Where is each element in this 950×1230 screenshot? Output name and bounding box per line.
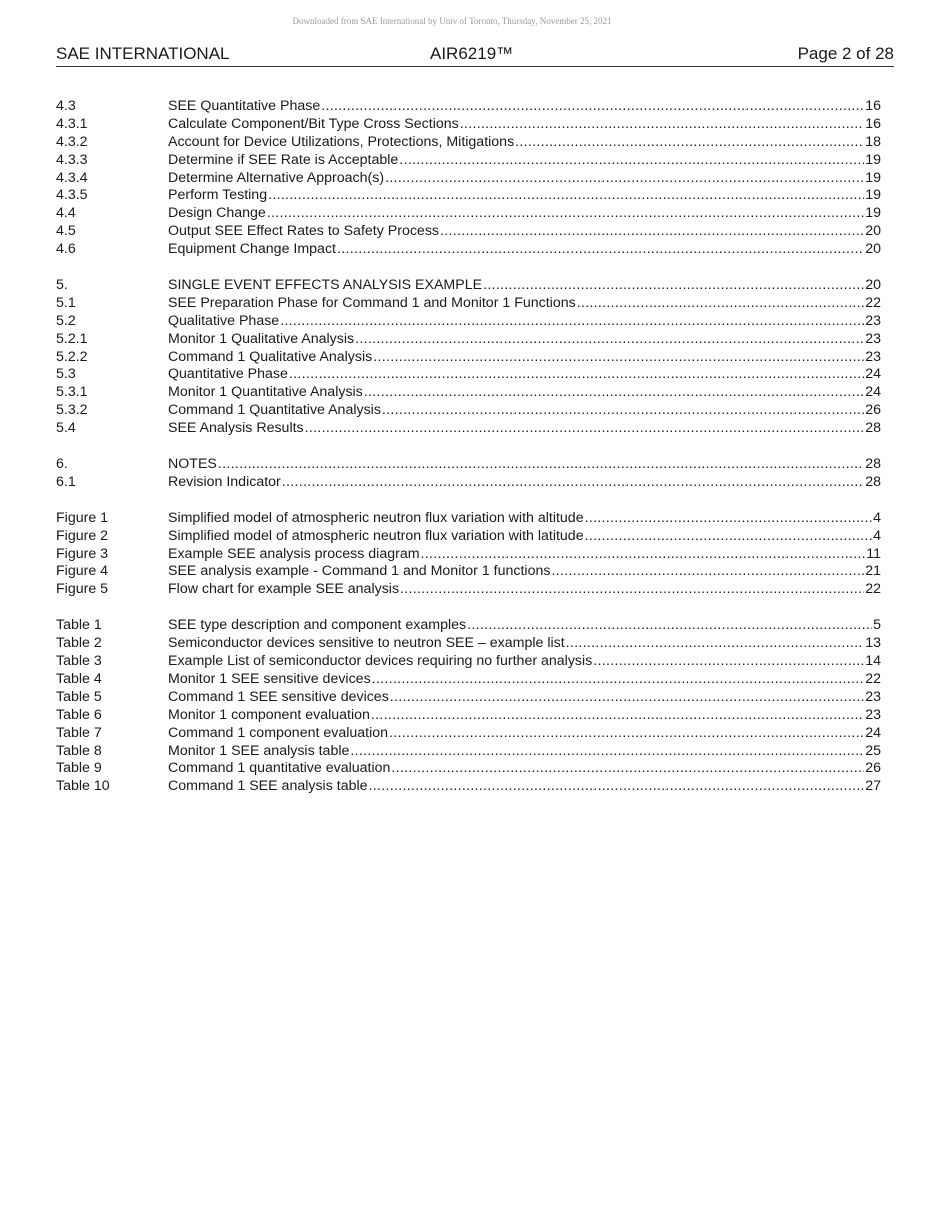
toc-entry-number: Table 1 [56, 617, 102, 634]
toc-entry[interactable] [56, 743, 881, 761]
toc-entry-title: NOTES [168, 456, 217, 473]
toc-entry-number: 5.3.1 [56, 384, 88, 401]
toc-group [56, 98, 881, 259]
toc-entry[interactable] [56, 295, 881, 313]
toc-entry-page: 14 [865, 653, 881, 670]
toc-leader-dots [585, 528, 873, 546]
toc-entry-page: 27 [865, 778, 881, 795]
toc-entry-page: 20 [865, 277, 881, 294]
toc-entry-title: Command 1 SEE sensitive devices [168, 688, 389, 705]
toc-entry-number: 5.4 [56, 420, 76, 437]
toc-entry-number: Figure 4 [56, 563, 109, 580]
toc-entry-number: Table 10 [56, 778, 110, 795]
header-page-number: Page 2 of 28 [797, 44, 894, 63]
toc-leader-dots [440, 223, 864, 241]
download-watermark: Downloaded from SAE International by Univ of Toronto, Thursday, November 25, 2021 [292, 16, 612, 26]
toc-entry-title: Command 1 Qualitative Analysis [168, 348, 373, 365]
toc-entry-title: Monitor 1 SEE sensitive devices [168, 670, 371, 687]
header-org: SAE INTERNATIONAL [56, 44, 230, 63]
toc-entry-page: 19 [865, 151, 881, 168]
toc-entry[interactable] [56, 116, 881, 134]
toc-entry[interactable] [56, 420, 881, 438]
toc-leader-dots [593, 653, 864, 671]
toc-entry-number: 5.2.1 [56, 330, 88, 347]
toc-entry-page: 23 [865, 312, 881, 329]
toc-leader-dots [364, 384, 864, 402]
toc-entry[interactable] [56, 510, 881, 528]
toc-entry[interactable] [56, 707, 881, 725]
toc-entry-page: 24 [865, 384, 881, 401]
toc-entry[interactable] [56, 313, 881, 331]
toc-leader-dots [585, 510, 873, 528]
toc-leader-dots [268, 187, 864, 205]
toc-entry[interactable] [56, 778, 881, 796]
toc-entry-title: Command 1 SEE analysis table [168, 778, 368, 795]
toc-leader-dots [289, 366, 864, 384]
toc-entry-title: Calculate Component/Bit Type Cross Sections [168, 115, 459, 132]
toc-entry-page: 21 [865, 563, 881, 580]
toc-entry-number: Figure 3 [56, 545, 109, 562]
toc-leader-dots [350, 743, 864, 761]
toc-entry-page: 28 [865, 473, 881, 490]
toc-entry-page: 23 [865, 330, 881, 347]
toc-entry-number: Table 3 [56, 653, 102, 670]
toc-leader-dots [483, 277, 864, 295]
toc-entry-number: Table 6 [56, 706, 102, 723]
toc-entry-number: 4.3.1 [56, 115, 88, 132]
toc-leader-dots [551, 563, 864, 581]
toc-entry-number: 4.3 [56, 98, 76, 114]
toc-entry[interactable] [56, 223, 881, 241]
toc-entry[interactable] [56, 671, 881, 689]
toc-leader-dots [460, 116, 864, 134]
toc-entry-page: 26 [865, 760, 881, 777]
toc-entry-page: 11 [866, 545, 881, 562]
toc-entry[interactable] [56, 402, 881, 420]
toc-leader-dots [382, 402, 864, 420]
toc-entry[interactable] [56, 331, 881, 349]
toc-entry-title: Revision Indicator [168, 473, 281, 490]
toc-entry[interactable] [56, 725, 881, 743]
toc-entry[interactable] [56, 581, 881, 599]
toc-entry-page: 4 [873, 527, 881, 544]
toc-entry-page: 23 [865, 706, 881, 723]
toc-entry-title: Command 1 component evaluation [168, 724, 389, 741]
toc-entry-page: 22 [865, 581, 881, 598]
toc-group [56, 617, 881, 796]
toc-group [56, 277, 881, 438]
toc-entry-number: Table 2 [56, 635, 102, 652]
toc-entry-page: 24 [865, 724, 881, 741]
toc-entry[interactable] [56, 349, 881, 367]
toc-entry-page: 28 [865, 456, 881, 473]
toc-leader-dots [390, 689, 864, 707]
toc-leader-dots [267, 205, 864, 223]
toc-group [56, 510, 881, 599]
toc-entry-title: SEE Quantitative Phase [168, 98, 321, 114]
toc-entry-title: Command 1 Quantitative Analysis [168, 402, 381, 419]
toc-entry-page: 5 [873, 617, 881, 634]
toc-entry-page: 16 [865, 115, 881, 132]
toc-entry-title: Flow chart for example SEE analysis [168, 581, 400, 598]
toc-leader-dots [400, 581, 864, 599]
toc-entry-page: 22 [865, 670, 881, 687]
toc-entry-page: 16 [865, 98, 881, 114]
toc-entry-number: 4.5 [56, 223, 76, 240]
toc-entry[interactable] [56, 474, 881, 492]
toc-entry-number: Table 5 [56, 688, 102, 705]
toc-entry[interactable] [56, 617, 881, 635]
toc-entry[interactable] [56, 152, 881, 170]
toc-entry-number: Table 7 [56, 724, 102, 741]
toc-entry[interactable] [56, 528, 881, 546]
toc-entry-page: 23 [865, 688, 881, 705]
toc-entry-title: Monitor 1 Qualitative Analysis [168, 330, 355, 347]
toc-entry[interactable] [56, 205, 881, 223]
toc-entry-title: SINGLE EVENT EFFECTS ANALYSIS EXAMPLE [168, 277, 483, 294]
toc-leader-dots [337, 241, 864, 259]
toc-entry-title: Simplified model of atmospheric neutron flux variation with latitude [168, 527, 584, 544]
toc-entry-title: Equipment Change Impact [168, 241, 336, 258]
toc-entry-title: Monitor 1 Quantitative Analysis [168, 384, 363, 401]
toc-entry-page: 25 [865, 742, 881, 759]
toc-leader-dots [399, 152, 864, 170]
toc-entry-number: 4.4 [56, 205, 76, 222]
toc-leader-dots [566, 635, 865, 653]
toc-entry-number: Figure 5 [56, 581, 109, 598]
toc-entry[interactable] [56, 653, 881, 671]
toc-leader-dots [515, 134, 864, 152]
toc-leader-dots [577, 295, 865, 313]
toc-entry-page: 20 [865, 223, 881, 240]
toc-entry-page: 19 [865, 187, 881, 204]
toc-entry-title: Command 1 quantitative evaluation [168, 760, 391, 777]
toc-leader-dots [369, 778, 865, 796]
toc-entry-page: 28 [865, 420, 881, 437]
toc-entry-title: Simplified model of atmospheric neutron flux variation with altitude [168, 509, 584, 526]
toc-entry-number: 5. [56, 277, 68, 294]
toc-entry-title: SEE Analysis Results [168, 420, 304, 437]
toc-entry-title: Monitor 1 SEE analysis table [168, 742, 350, 759]
toc-entry-number: 4.3.2 [56, 133, 88, 150]
toc-entry-number: Figure 1 [56, 509, 109, 526]
toc-entry-title: SEE type description and component examples [168, 617, 467, 634]
toc-entry[interactable] [56, 170, 881, 188]
toc-entry[interactable] [56, 456, 881, 474]
toc-entry-number: 4.3.3 [56, 151, 88, 168]
toc-entry-title: Monitor 1 component evaluation [168, 706, 370, 723]
toc-entry-page: 19 [865, 205, 881, 222]
toc-leader-dots [391, 760, 864, 778]
toc-leader-dots [280, 313, 864, 331]
toc-entry-title: SEE analysis example - Command 1 and Monitor 1 functions [168, 563, 551, 580]
toc-entry-number: 5.3 [56, 366, 76, 383]
toc-entry-title: Example SEE analysis process diagram [168, 545, 420, 562]
toc-group [56, 456, 881, 492]
toc-entry-number: 5.1 [56, 294, 76, 311]
toc-entry-number: Table 8 [56, 742, 102, 759]
toc-entry-title: Output SEE Effect Rates to Safety Process [168, 223, 440, 240]
toc-entry-number: 6.1 [56, 473, 76, 490]
toc-entry[interactable] [56, 760, 881, 778]
toc-entry-number: Table 4 [56, 670, 102, 687]
toc-entry[interactable] [56, 563, 881, 581]
toc-entry-title: Quantitative Phase [168, 366, 288, 383]
toc-entry-number: 5.3.2 [56, 402, 88, 419]
toc-entry-page: 24 [865, 366, 881, 383]
toc-entry[interactable] [56, 635, 881, 653]
toc-leader-dots [321, 98, 864, 116]
toc-entry[interactable] [56, 546, 881, 564]
toc-entry-number: 4.3.4 [56, 169, 88, 186]
toc-entry-page: 18 [865, 133, 881, 150]
toc-entry-page: 20 [865, 241, 881, 258]
toc-entry[interactable] [56, 277, 881, 295]
page-header [56, 44, 894, 67]
toc-entry-page: 26 [865, 402, 881, 419]
toc-entry-page: 4 [873, 509, 881, 526]
toc-entry-title: Determine if SEE Rate is Acceptable [168, 151, 399, 168]
toc-entry-title: Qualitative Phase [168, 312, 280, 329]
header-document-id: AIR6219™ [430, 44, 514, 63]
toc-entry[interactable] [56, 98, 881, 116]
toc-entry[interactable] [56, 134, 881, 152]
toc-entry-number: 5.2 [56, 312, 76, 329]
toc-leader-dots [355, 331, 864, 349]
toc-entry-title: Determine Alternative Approach(s) [168, 169, 385, 186]
toc-entry-title: Design Change [168, 205, 266, 222]
toc-leader-dots [282, 474, 864, 492]
toc-entry-title: Account for Device Utilizations, Protections, Mitigations [168, 133, 515, 150]
toc-entry-title: Example List of semiconductor devices requiring no further analysis [168, 653, 593, 670]
toc-entry-page: 19 [865, 169, 881, 186]
toc-leader-dots [467, 617, 872, 635]
toc-leader-dots [371, 707, 864, 725]
toc-entry-number: 5.2.2 [56, 348, 88, 365]
toc-entry-title: SEE Preparation Phase for Command 1 and Monitor 1 Functions [168, 294, 576, 311]
toc-entry-title: Perform Testing [168, 187, 268, 204]
toc-leader-dots [305, 420, 865, 438]
toc-leader-dots [218, 456, 864, 474]
toc-leader-dots [421, 546, 866, 564]
toc-entry[interactable] [56, 187, 881, 205]
table-of-contents [56, 98, 881, 814]
toc-entry-number: 4.6 [56, 241, 76, 258]
toc-leader-dots [373, 349, 864, 367]
toc-entry[interactable] [56, 384, 881, 402]
toc-entry-page: 23 [865, 348, 881, 365]
toc-leader-dots [389, 725, 864, 743]
toc-entry[interactable] [56, 689, 881, 707]
toc-entry[interactable] [56, 241, 881, 259]
toc-leader-dots [372, 671, 865, 689]
toc-entry-page: 22 [865, 294, 881, 311]
toc-entry-number: 6. [56, 456, 68, 473]
toc-leader-dots [385, 170, 864, 188]
toc-entry-title: Semiconductor devices sensitive to neutron SEE – example list [168, 635, 565, 652]
toc-entry-number: Figure 2 [56, 527, 109, 544]
toc-entry-number: 4.3.5 [56, 187, 88, 204]
toc-entry-number: Table 9 [56, 760, 102, 777]
toc-entry[interactable] [56, 366, 881, 384]
toc-entry-page: 13 [865, 635, 881, 652]
